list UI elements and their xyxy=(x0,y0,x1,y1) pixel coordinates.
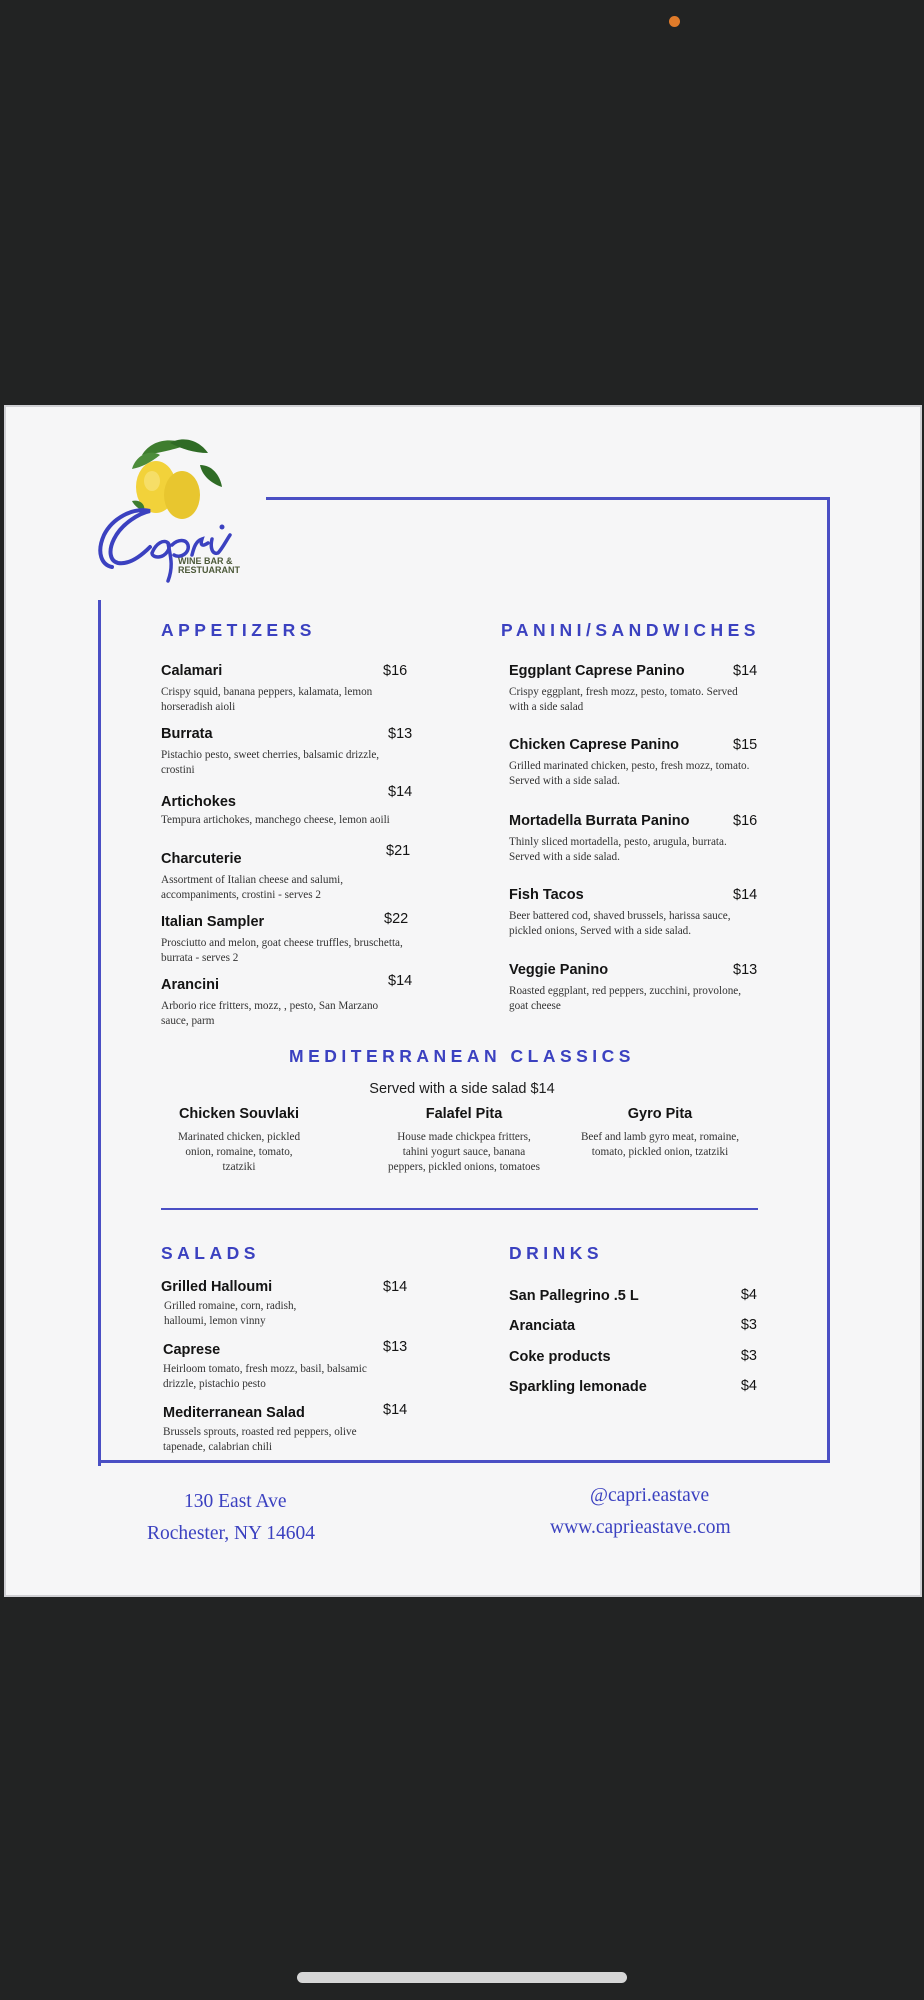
item-price: $14 xyxy=(383,1279,408,1295)
item-description: Beer battered cod, shaved brussels, harissa sauce, pickled onions, Served with a side salad. xyxy=(509,910,731,937)
item-price: $3 xyxy=(740,1348,757,1364)
item-name: Burrata xyxy=(161,726,213,742)
item-name: Arancini xyxy=(161,977,220,993)
menu-item xyxy=(149,1106,329,1175)
item-description: Grilled romaine, corn, radish, halloumi, lemon vinny xyxy=(164,1300,297,1327)
item-description: Roasted eggplant, red peppers, zucchini, provolone, goat cheese xyxy=(509,985,742,1012)
item-name: Sparkling lemonade xyxy=(509,1379,647,1395)
drink-item xyxy=(509,1287,757,1305)
classics-heading: MEDITERRANEAN CLASSICS xyxy=(289,1046,635,1066)
menu-item xyxy=(509,887,759,939)
item-description: Pistachio pesto, sweet cherries, balsamic drizzle, crostini xyxy=(161,749,380,776)
menu-item xyxy=(161,911,411,966)
panini-heading: PANINI/SANDWICHES xyxy=(501,620,760,640)
item-price: $3 xyxy=(740,1317,757,1333)
drink-item xyxy=(509,1378,757,1396)
item-price: $14 xyxy=(733,887,758,903)
menu-item xyxy=(374,1106,554,1175)
item-price: $14 xyxy=(388,784,413,800)
menu-item xyxy=(509,813,759,865)
item-price: $13 xyxy=(388,726,413,742)
item-name: Chicken Souvlaki xyxy=(178,1106,300,1122)
item-name: Caprese xyxy=(163,1342,221,1358)
appetizers-heading: APPETIZERS xyxy=(161,620,316,640)
item-description: Brussels sprouts, roasted red peppers, olive tapenade, calabrian chili xyxy=(163,1426,357,1453)
drink-item xyxy=(509,1348,757,1366)
item-description: Grilled marinated chicken, pesto, fresh mozz, tomato. Served with a side salad. xyxy=(509,760,750,787)
menu-border-left xyxy=(98,600,101,1466)
menu-item xyxy=(163,1402,413,1455)
item-description: Crispy squid, banana peppers, kalamata, lemon horseradish aioli xyxy=(161,686,373,713)
item-name: Coke products xyxy=(509,1349,611,1365)
item-price: $16 xyxy=(733,813,758,829)
item-description: Marinated chicken, pickled onion, romaine, tomato, tzatziki xyxy=(177,1131,301,1173)
item-name: Aranciata xyxy=(509,1318,576,1334)
menu-item xyxy=(509,962,759,1014)
item-price: $14 xyxy=(388,973,413,989)
item-name: Artichokes xyxy=(161,794,236,810)
section-divider xyxy=(161,1208,758,1210)
item-price: $16 xyxy=(383,663,408,679)
item-name: Mortadella Burrata Panino xyxy=(509,813,690,829)
item-name: Calamari xyxy=(161,663,223,679)
item-description: Crispy eggplant, fresh mozz, pesto, tomato. Served with a side salad xyxy=(509,686,738,713)
status-indicator-dot xyxy=(669,16,680,27)
item-name: Falafel Pita xyxy=(425,1106,503,1122)
item-price: $14 xyxy=(383,1402,408,1418)
item-price: $4 xyxy=(740,1287,757,1303)
item-price: $13 xyxy=(383,1339,408,1355)
item-name: Fish Tacos xyxy=(509,887,584,903)
address-line2: Rochester, NY 14604 xyxy=(147,1523,316,1544)
item-description: Heirloom tomato, fresh mozz, basil, balsamic drizzle, pistachio pesto xyxy=(163,1363,367,1390)
salads-heading: SALADS xyxy=(161,1243,260,1263)
item-name: Italian Sampler xyxy=(161,914,265,930)
item-description: Assortment of Italian cheese and salumi, accompaniments, crostini - serves 2 xyxy=(161,874,344,901)
classics-subtitle: Served with a side salad $14 xyxy=(369,1081,555,1097)
item-name: Chicken Caprese Panino xyxy=(509,737,680,753)
item-name: Charcuterie xyxy=(161,851,242,867)
item-name: Eggplant Caprese Panino xyxy=(509,663,685,679)
address-line1: 130 East Ave xyxy=(184,1491,287,1512)
item-description: Beef and lamb gyro meat, romaine, tomato, pickled onion, tzatziki xyxy=(580,1131,740,1158)
tagline-line1: WINE BAR & xyxy=(178,556,233,566)
menu-item xyxy=(509,663,759,715)
item-description: House made chickpea fritters, tahini yogurt sauce, banana peppers, pickled onions, tomatoes xyxy=(388,1131,540,1173)
logo-tagline xyxy=(178,557,240,575)
item-name: Gyro Pita xyxy=(627,1106,693,1122)
menu-item xyxy=(161,784,411,828)
item-name: Veggie Panino xyxy=(509,962,609,978)
menu-item xyxy=(161,1279,411,1329)
menu-item xyxy=(570,1106,750,1160)
item-price: $22 xyxy=(384,911,409,927)
item-description: Tempura artichokes, manchego cheese, lemon aoili xyxy=(161,814,390,826)
tagline-line2: RESTUARANT xyxy=(178,565,240,575)
menu-item xyxy=(161,973,413,1029)
item-description: Thinly sliced mortadella, pesto, arugula, burrata. Served with a side salad. xyxy=(509,836,727,863)
item-description: Arborio rice fritters, mozz, , pesto, San Marzano sauce, parm xyxy=(161,1000,379,1027)
item-name: Grilled Halloumi xyxy=(161,1279,273,1295)
drinks-heading: DRINKS xyxy=(509,1243,604,1263)
home-indicator[interactable] xyxy=(297,1972,627,1983)
menu-item xyxy=(509,737,759,789)
item-name: Mediterranean Salad xyxy=(163,1405,305,1421)
item-price: $15 xyxy=(733,737,758,753)
item-price: $14 xyxy=(733,663,758,679)
menu-item xyxy=(161,663,411,715)
menu-item xyxy=(163,1339,413,1392)
item-description: Prosciutto and melon, goat cheese truffles, bruschetta, burrata - serves 2 xyxy=(161,937,403,964)
drink-item xyxy=(509,1317,757,1335)
instagram-handle[interactable]: @capri.eastave xyxy=(590,1485,710,1506)
menu-item xyxy=(161,843,411,903)
item-price: $4 xyxy=(740,1378,757,1394)
item-price: $13 xyxy=(733,962,758,978)
item-price: $21 xyxy=(386,843,411,859)
item-name: San Pallegrino .5 L xyxy=(509,1288,639,1304)
website-link[interactable]: www.caprieastave.com xyxy=(550,1517,731,1538)
menu-item xyxy=(161,726,411,778)
